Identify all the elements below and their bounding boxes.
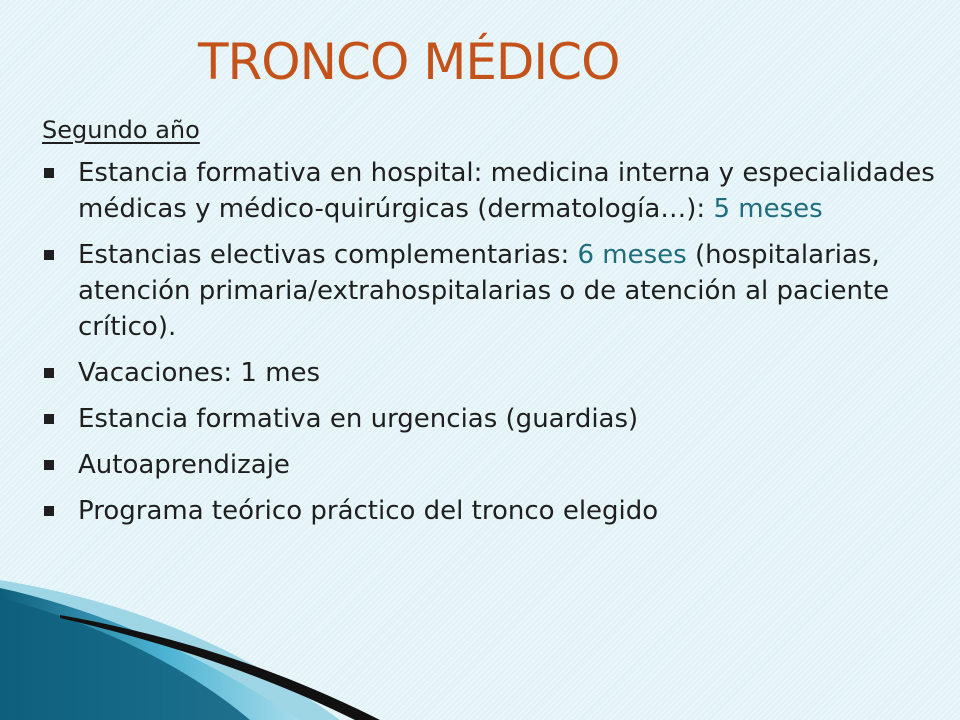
bullet-text: Estancia formativa en urgencias (guardias) [78, 404, 639, 434]
bullet-text: Estancia formativa en hospital: medicina interna y especialidades médicas y médico-quirúrgicas (dermatología…): [78, 158, 935, 224]
bullet-text: Autoaprendizaje [78, 450, 290, 480]
bullet-item-electivas [42, 237, 938, 345]
square-bullet-icon [44, 506, 54, 516]
bullet-text: Vacaciones: 1 mes [78, 358, 321, 388]
duration-highlight: 6 meses [577, 240, 687, 270]
square-bullet-icon [44, 250, 54, 260]
bullet-text: Estancias electivas complementarias: [78, 240, 578, 270]
corner-wave-decoration [0, 570, 960, 720]
bullet-item-hospital [42, 155, 938, 227]
bullet-item-programa [42, 493, 938, 529]
duration-highlight: 5 meses [713, 194, 823, 224]
bullet-item-autoaprendizaje [42, 447, 938, 483]
square-bullet-icon [44, 168, 54, 178]
square-bullet-icon [44, 368, 54, 378]
slide-content [42, 112, 935, 539]
bullet-list [42, 155, 935, 529]
square-bullet-icon [44, 414, 54, 424]
square-bullet-icon [44, 460, 54, 470]
bullet-item-vacaciones [42, 355, 938, 391]
slide-title: TRONCO MÉDICO [198, 33, 620, 91]
bullet-text-continued: (hospitalarias, atención primaria/extrahospitalarias o de atención al paciente crítico). [78, 240, 890, 342]
bullet-text: Programa teórico práctico del tronco elegido [78, 496, 659, 526]
bullet-item-urgencias [42, 401, 938, 437]
section-subtitle: Segundo año [42, 116, 200, 144]
